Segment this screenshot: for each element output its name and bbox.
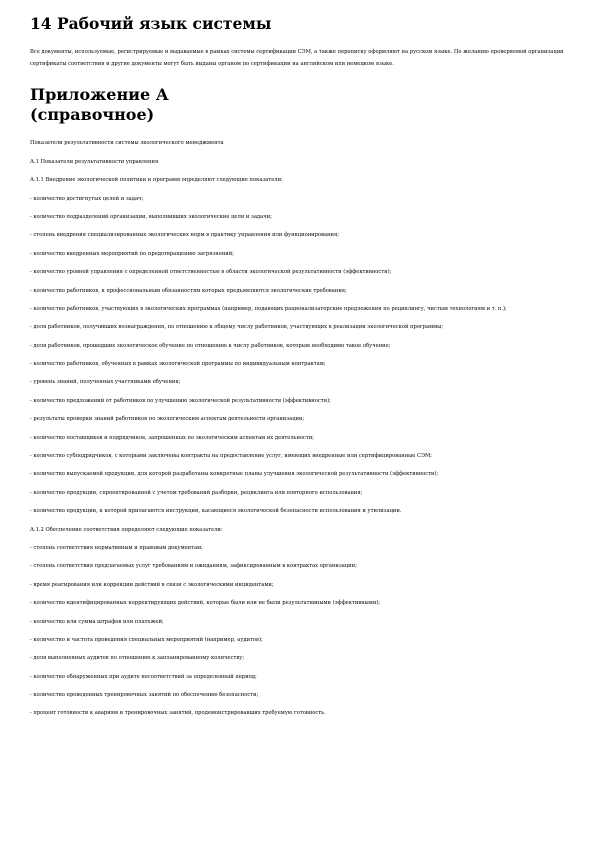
list-item: - степень внедрения специализированных экологических норм в практику управления или функционирования; [30, 232, 340, 239]
list-item: - результаты проверки знаний работников по экологическим аспектам деятельности организации; [30, 416, 305, 423]
list-item: - доля выполненных аудитов по отношению к запланированному количеству; [30, 655, 245, 662]
list-item: - доля работников, получивших вознаграждения, по отношению к общему числу работников, участвующих в реализации экологической программы; [30, 324, 444, 331]
list-item: - количество обнаруженных при аудите несоответствий за определенный период; [30, 673, 257, 680]
list-item: - количество внедренных мероприятий по предотвращению загрязнений; [30, 250, 234, 257]
list-item: - степень соответствия нормативным и правовым документам; [30, 544, 203, 551]
list-item: - количество продукции, к которой прилагаются инструкции, касающиеся экологической безопасности использования и утилизации. [30, 508, 402, 515]
list-item: - количество работников, к профессиональным обязанностям которых предъявляются экологические требования; [30, 287, 347, 294]
list-item: - количество подразделений организации, выполнивших экологические цели и задачи; [30, 213, 272, 220]
list-item: - количество работников, участвующих в экологических программах (например, подающих рационализаторские предложения по рециклингу, чистым технологиям и т. п.); [30, 305, 507, 312]
list-item: - время реагирования или коррекции действий в связи с экологическими инцидентами; [30, 581, 274, 588]
paragraph: Показатели результативности системы экологического менеджмента [30, 140, 224, 147]
document-page [30, 14, 570, 728]
appendix-title-line-1: Приложение А [30, 85, 169, 105]
list-item: - количество уровней управления с определенной ответственностью в области экологической результативности (эффективности); [30, 269, 392, 276]
paragraph: А.1.1 Внедрение экологической политики и программ определяют следующие показатели: [30, 177, 283, 184]
appendix-title [30, 85, 570, 125]
list-item: - процент готовности к авариям и тренировочных занятий, продемонстрировавших требуемую готовность. [30, 710, 326, 717]
section-title: 14 Рабочий язык системы [30, 14, 272, 33]
paragraph: А.1 Показатели результативности управления [30, 158, 159, 165]
list-item: - доля работников, прошедших экологическое обучение по отношению к числу работников, которым необходимо такое обучение; [30, 342, 391, 349]
list-item: - количество субподрядчиков, с которыми заключены контракты на предоставление услуг, имеющих внедренные или сертифицированные СЭМ; [30, 453, 433, 460]
list-item: - степень соответствия предлагаемых услуг требованиям и ожиданиям, зафиксированным в контрактах организации; [30, 563, 357, 570]
list-item: - уровень знаний, полученных участниками обучения; [30, 379, 181, 386]
paragraph: А.1.2 Обеспечение соответствия определяют следующие показатели: [30, 526, 223, 533]
appendix-title-line-2: (справочное) [30, 105, 155, 125]
list-item: - количество предложений от работников по улучшению экологической результативности (эффективности); [30, 397, 331, 404]
list-item: - количество идентифицированных корректирующих действий, которые были или не были результативными (эффективными); [30, 600, 381, 607]
intro-paragraph: Все документы, используемые, регистрируемые и выдаваемые в рамках системы сертификации СЭМ, а также переписку оформляют на русском языке. По желанию проверяемой организации сертификаты соответствия и другие документы могут быть выданы органом по сертификации на английском или немецком языке. [30, 49, 564, 68]
list-item: - количество или сумма штрафов или платежей; [30, 618, 164, 625]
list-item: - количество поставщиков и подрядчиков, запрошенных по экологическим аспектам их деятельности; [30, 434, 315, 441]
list-item: - количество выпускаемой продукции, для которой разработаны конкретные планы улучшения экологической результативности (эффективности); [30, 471, 439, 478]
list-item: - количество и частота проведения специальных мероприятий (например, аудитов); [30, 636, 263, 643]
list-item: - количество продукции, спроектированной с учетом требований разборки, рециклинга или повторного использования; [30, 489, 363, 496]
list-item: - количество проведенных тренировочных занятий по обеспечению безопасности; [30, 692, 259, 699]
appendix-body [30, 139, 570, 719]
list-item: - количество достигнутых целей и задач; [30, 195, 144, 202]
list-item: - количество работников, обученных в рамках экологической программы по индивидуальным контрактам; [30, 361, 326, 368]
